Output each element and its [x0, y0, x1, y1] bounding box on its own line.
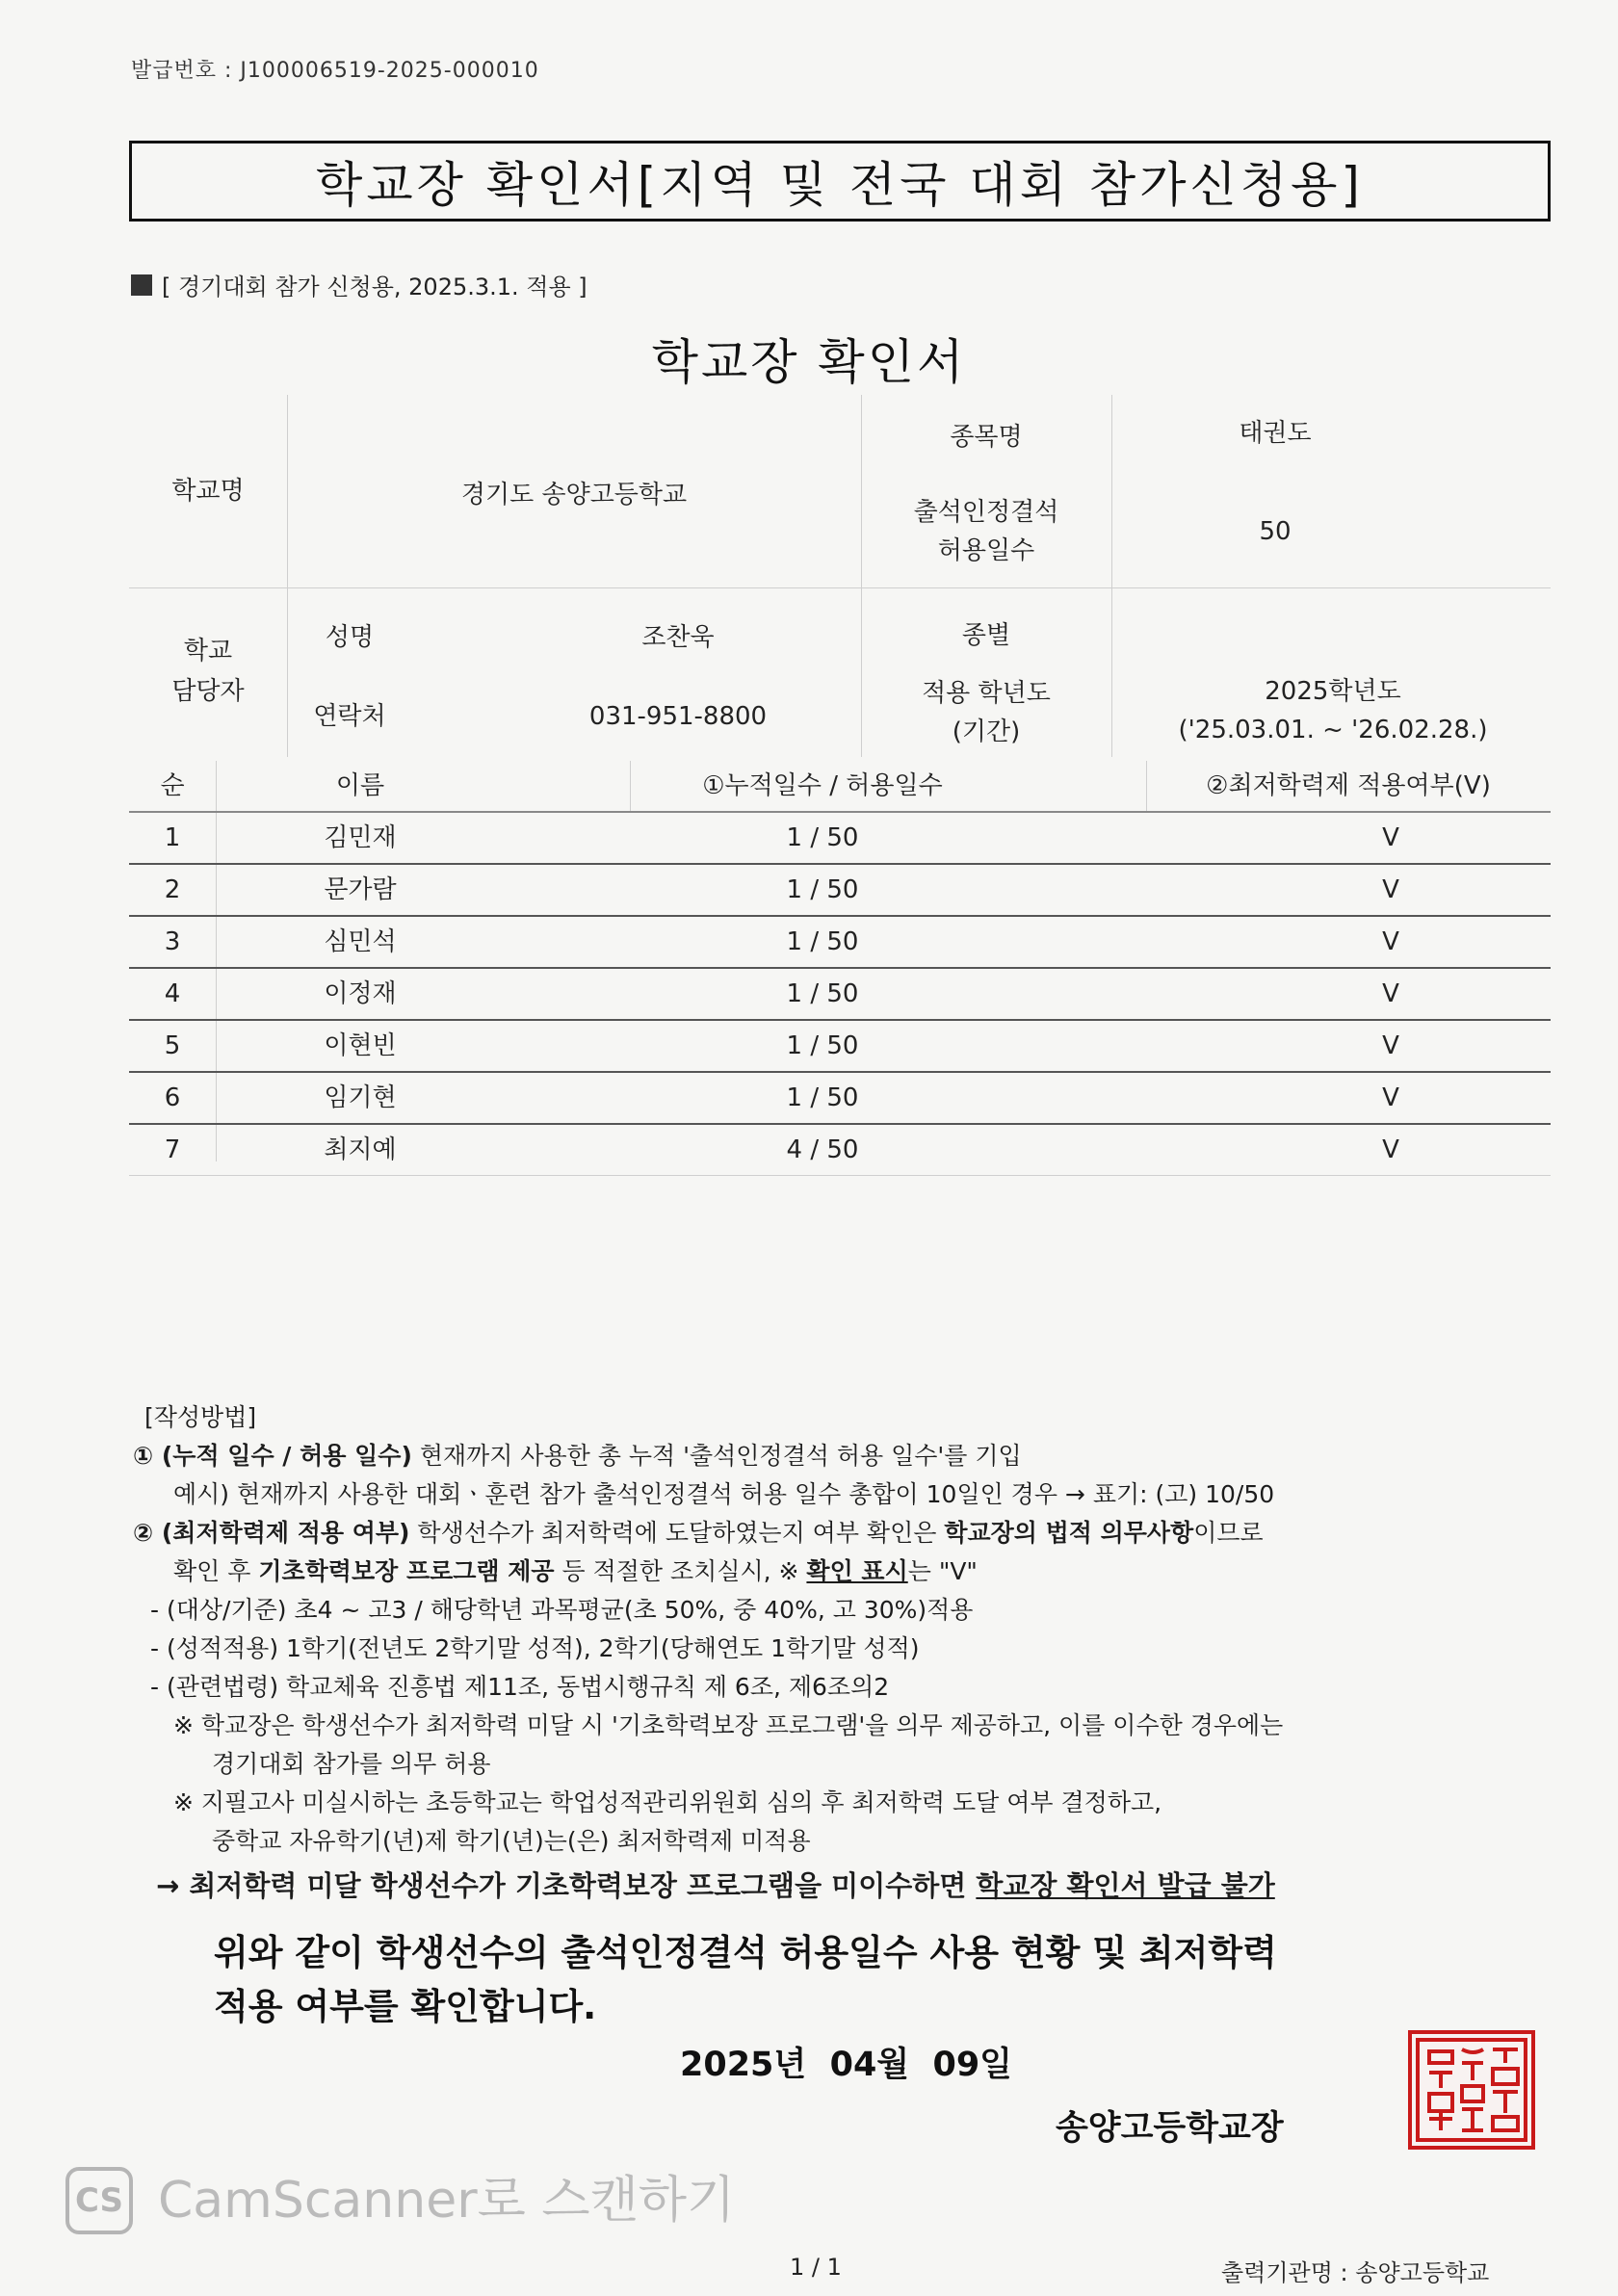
note-4-text: 확인 후: [173, 1557, 259, 1585]
note-line-12: [156, 1865, 1275, 1904]
row-name: 문가람: [324, 875, 397, 904]
issue-number: 발급번호 : J100006519-2025-000010: [131, 59, 539, 83]
header-order: 순: [160, 771, 185, 800]
header-days: ①누적일수 / 허용일수: [702, 771, 943, 800]
row-check: V: [1382, 1083, 1399, 1112]
row-name: 이정재: [324, 979, 397, 1008]
note-line-2: 예시) 현재까지 사용한 대회ㆍ훈련 참가 출석인정결석 허용 일수 총합이 10일인 경우 → 표기: (고) 10/50: [173, 1480, 1275, 1508]
row-name: 임기현: [324, 1083, 397, 1112]
square-bullet-icon: [131, 274, 152, 296]
table-header-row: [129, 761, 1551, 811]
school-name-label: 학교명: [171, 477, 245, 506]
row-name: 이현빈: [324, 1031, 397, 1060]
row-name: 심민석: [324, 927, 397, 956]
note-line-5: - (대상/기준) 초4 ~ 고3 / 해당학년 과목평균(초 50%, 중 40%, 고 30%)적용: [150, 1596, 974, 1624]
staff-label-1: 학교: [183, 637, 233, 665]
row-order: 3: [164, 927, 181, 956]
confirmation-line-2: 적용 여부를 확인합니다.: [214, 1986, 597, 2027]
note-4-tail: 는 "V": [907, 1557, 978, 1585]
event-value: 태권도: [1239, 419, 1312, 448]
allowed-days-label-1: 출석인정결석: [913, 498, 1059, 527]
row-order: 5: [164, 1031, 181, 1060]
row-order: 7: [164, 1135, 181, 1164]
row-days: 1 / 50: [786, 823, 859, 852]
event-label: 종목명: [950, 423, 1023, 452]
table-row: [129, 917, 1551, 967]
allowed-days-label-2: 허용일수: [937, 536, 1035, 565]
row-check: V: [1382, 875, 1399, 904]
row-order: 6: [164, 1083, 181, 1112]
year-label-1: 적용 학년도: [922, 679, 1051, 708]
camscanner-logo-icon: CS: [65, 2167, 133, 2234]
note-line-1: [133, 1437, 1022, 1472]
notes-heading: [작성방법]: [144, 1403, 257, 1431]
confirmation-line-1: 위와 같이 학생선수의 출석인정결석 허용일수 사용 현황 및 최저학력: [214, 1932, 1277, 1973]
note-12-underlined: 학교장 확인서 발급 불가: [976, 1869, 1275, 1902]
row-check: V: [1382, 1031, 1399, 1060]
note-line-7: - (관련법령) 학교체육 진흥법 제11조, 동법시행규칙 제 6조, 제6조의2: [150, 1673, 890, 1701]
document-title: 학교장 확인서: [651, 334, 967, 390]
note-12-text: → 최저학력 미달 학생선수가 기초학력보장 프로그램을 미이수하면: [156, 1869, 977, 1902]
note-1-term: ① (누적 일수 / 허용 일수): [133, 1442, 412, 1470]
note-line-4: [173, 1552, 978, 1587]
issue-date: 2025년 04월 09일: [680, 2046, 1012, 2084]
table-row: [129, 969, 1551, 1019]
row-check: V: [1382, 823, 1399, 852]
sub-note-text: [ 경기대회 참가 신청용, 2025.3.1. 적용 ]: [162, 274, 587, 300]
row-check: V: [1382, 979, 1399, 1008]
school-info-grid: [129, 395, 1551, 757]
note-line-6: - (성적적용) 1학기(전년도 2학기말 성적), 2학기(당해연도 1학기말 성적): [150, 1634, 920, 1662]
row-order: 2: [164, 875, 181, 904]
row-days: 1 / 50: [786, 927, 859, 956]
sub-note: [131, 268, 587, 301]
note-1-text: 현재까지 사용한 총 누적 '출석인정결석 허용 일수'를 기입: [411, 1442, 1022, 1470]
row-days: 1 / 50: [786, 1031, 859, 1060]
row-check: V: [1382, 927, 1399, 956]
name-label: 성명: [325, 623, 375, 652]
note-line-3: [133, 1514, 1264, 1549]
header-name: 이름: [335, 771, 385, 800]
camscanner-watermark: CamScanner로 스캔하기: [158, 2172, 736, 2230]
note-4-emphasis: 기초학력보장 프로그램 제공: [258, 1557, 555, 1585]
year-label-2: (기간): [952, 718, 1021, 746]
note-3-emphasis: 학교장의 법적 의무사항: [944, 1519, 1194, 1547]
row-days: 1 / 50: [786, 979, 859, 1008]
table-row: [129, 1125, 1551, 1175]
name-value: 조찬욱: [641, 623, 715, 652]
page-number: 1 / 1: [790, 2254, 842, 2281]
contact-label: 연락처: [313, 702, 386, 731]
row-name: 최지예: [324, 1135, 397, 1164]
school-name-value: 경기도 송양고등학교: [460, 481, 688, 509]
note-line-8: ※ 학교장은 학생선수가 최저학력 미달 시 '기초학력보장 프로그램'을 의무 제공하고, 이를 이수한 경우에는: [173, 1711, 1284, 1739]
row-check: V: [1382, 1135, 1399, 1164]
official-seal-stamp: [1408, 2030, 1535, 2150]
main-title: 학교장 확인서[지역 및 전국 대회 참가신청용]: [129, 141, 1551, 222]
note-line-11: 중학교 자유학기(년)제 학기(년)는(은) 최저학력제 미적용: [212, 1827, 811, 1855]
note-4-mid: 등 적절한 조치실시, ※: [554, 1557, 807, 1585]
table-row: [129, 1073, 1551, 1123]
note-line-10: ※ 지필고사 미실시하는 초등학교는 학업성적관리위원회 심의 후 최저학력 도달 여부 결정하고,: [173, 1788, 1162, 1816]
table-row: [129, 865, 1551, 915]
row-order: 1: [164, 823, 181, 852]
row-order: 4: [164, 979, 181, 1008]
staff-label-2: 담당자: [171, 677, 245, 706]
output-agency: 출력기관명 : 송양고등학교: [1221, 2259, 1490, 2286]
year-value-2: ('25.03.01. ~ '26.02.28.): [1178, 716, 1488, 744]
note-3-term: ② (최저학력제 적용 여부): [133, 1519, 410, 1547]
allowed-days-value: 50: [1259, 517, 1292, 546]
note-4-underlined: 확인 표시: [806, 1557, 908, 1585]
table-row: [129, 1021, 1551, 1071]
note-line-9: 경기대회 참가를 의무 허용: [212, 1750, 491, 1778]
principal-signature: 송양고등학교장: [1056, 2109, 1284, 2148]
note-3-tail: 이므로: [1193, 1519, 1264, 1547]
seal-glyphs-icon: [1412, 2034, 1531, 2146]
row-name: 김민재: [324, 823, 397, 852]
class-label: 종별: [961, 621, 1011, 650]
confirmation-statement: [214, 1926, 1277, 2034]
year-value-1: 2025학년도: [1265, 677, 1401, 706]
row-days: 1 / 50: [786, 1083, 859, 1112]
header-min-grade: ②최저학력제 적용여부(V): [1206, 771, 1491, 800]
note-3-text: 학생선수가 최저학력에 도달하였는지 여부 확인은: [409, 1519, 945, 1547]
row-days: 4 / 50: [786, 1135, 859, 1164]
contact-value: 031-951-8800: [588, 702, 768, 731]
row-days: 1 / 50: [786, 875, 859, 904]
table-row: [129, 813, 1551, 863]
